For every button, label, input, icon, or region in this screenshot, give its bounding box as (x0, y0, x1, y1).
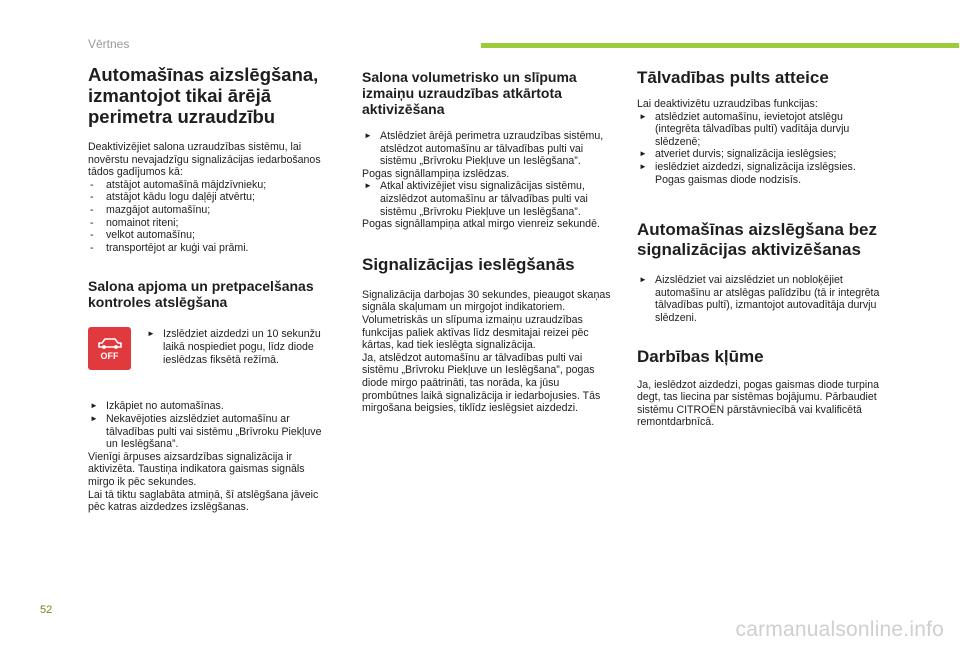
watermark: carmanualsonline.info (735, 618, 944, 641)
list-item: - transportējot ar kuģi vai prāmi. (88, 242, 328, 255)
heading-remote-failure: Tālvadības pults atteice (637, 68, 829, 87)
column-left (88, 64, 328, 514)
list-item: ► Izkāpiet no automašīnas. (88, 400, 328, 413)
intro-text: Lai deaktivizētu uzraudzības funkcijas: (637, 98, 818, 110)
off-instruction: ► Izslēdziet aizdedzi un 10 sekunžu laikā nospiediet pogu, līdz diode ieslēdzas fiksētā režīmā. (145, 328, 328, 366)
heading-volume-control: Salona apjoma un pretpacelšanas kontroles atslēgšana (88, 278, 314, 311)
heading-lock-without-alarm: Automašīnas aizslēgšana bez signalizācijas aktivizēšanas (637, 220, 877, 260)
heading-locking-perimeter: Automašīnas aizslēgšana, izmantojot tikai ārējā perimetra uzraudzību (88, 64, 319, 127)
heading-malfunction: Darbības kļūme (637, 346, 764, 366)
list-item: ► Atslēdziet ārējā perimetra uzraudzības sistēmu, atslēdzot automašīnu ar tālvadības pulti vai sistēmu „Brīvroku Piekļuve un Ieslēgšana”. (362, 130, 618, 168)
column-right (637, 68, 887, 429)
malfunction-text: Ja, ieslēdzot aizdedzi, pogas gaismas diode turpina degt, tas liecina par sistēmas bojājumu. Pārbaudiet sistēmu CITROËN pārstāvniecībā vai kvalificētā remontdarbnīcā. (637, 378, 880, 429)
list-item: ► atveriet durvis; signalizācija ieslēgsies; (637, 148, 887, 161)
outro-text: Lai tā tiktu saglabāta atmiņā, šī atslēgšana jāveic pēc katras aizdedzes izslēgšanas. (88, 488, 319, 514)
section-accent-line (481, 43, 959, 48)
note-text: Pogas signāllampiņa izslēdzas. (362, 167, 510, 180)
note-text: Pogas signāllampiņa atkal mirgo vienreiz sekundē. (362, 218, 600, 231)
section-label: Vērtnes (88, 37, 130, 51)
list-item: - atstājot automašīnā mājdzīvnieku; (88, 179, 328, 192)
reactivation-steps (362, 130, 618, 231)
off-label: OFF (100, 351, 119, 362)
outro-text: Vienīgi ārpuses aizsardzības signalizācija ir aktivizēta. Taustiņa indikatora gaismas signāls mirgo ik pēc sekundes. (88, 450, 305, 488)
intro-text: Deaktivizējiet salona uzraudzības sistēmu, lai novērstu nevajadzīgu signalizācijas iedarbošanos tādos gadījumos kā: (88, 141, 321, 179)
list-item: ► Aizslēdziet vai aizslēdziet un nobloķējiet automašīnu ar atslēgas palīdzību (tā ir integrēta tālvadības pultī), izmantojot autovadītāja durvju slēdzeni. (637, 274, 887, 324)
paragraph: Signalizācija darbojas 30 sekundes, pieaugot skaņas signāla skaļumam un mirgojot indikatoriem. (362, 288, 611, 314)
heading-reactivation: Salona volumetrisko un slīpuma izmaiņu uzraudzības atkārtota aktivizēšana (362, 69, 577, 117)
list-item: ► Atkal aktivizējiet visu signalizācijas sistēmu, aizslēdzot automašīnu ar tālvadības pulti vai sistēmu „Brīvroku Piekļuve un Ieslēgšana”. (362, 180, 618, 218)
alarm-trigger-text (362, 289, 618, 415)
car-icon (96, 336, 124, 350)
paragraph: Volumetriskās un slīpuma izmaiņu uzraudzības funkcijas paliek aktīvas līdz desmitajai reizei pēc kārtas, kad tiek ieslēgta signalizācija. (362, 313, 589, 352)
paragraph: Ja, atslēdzot automašīnu ar tālvadības pulti vai sistēmu „Brīvroku Piekļuve un Ieslēgšana”, pogas diode mirgo paātrināti, tas norāda, ka jūsu prombūtnes laikā signalizācija ir iedarbojusies. Tās mirgošana beigsies, tiklīdz ieslēgsiet aizdedzi. (362, 351, 601, 415)
off-button-row (88, 327, 328, 370)
list-item: ► atslēdziet automašīnu, ievietojot atslēgu (integrēta tālvadības pultī) vadītāja durvju slēdzenē; (637, 111, 887, 149)
remote-failure-list (637, 111, 887, 187)
list-item: ► Nekavējoties aizslēdziet automašīnu ar tālvadības pulti vai sistēmu „Brīvroku Piekļuve un Ieslēgšana”. (88, 413, 328, 451)
column-middle (362, 69, 618, 415)
alarm-off-button-icon (88, 327, 131, 370)
page-number: 52 (40, 604, 53, 616)
list-item: - velkot automašīnu; (88, 229, 328, 242)
list-item: - mazgājot automašīnu; (88, 204, 328, 217)
heading-alarm-trigger: Signalizācijas ieslēgšanās (362, 254, 575, 274)
case-list (88, 179, 328, 255)
list-item: - atstājot kādu logu daļēji atvērtu; (88, 191, 328, 204)
steps-list (88, 400, 328, 450)
list-item: - nomainot riteni; (88, 217, 328, 230)
list-item: ► ieslēdziet aizdedzi, signalizācija izslēgsies. Pogas gaismas diode nodzisīs. (637, 161, 887, 186)
